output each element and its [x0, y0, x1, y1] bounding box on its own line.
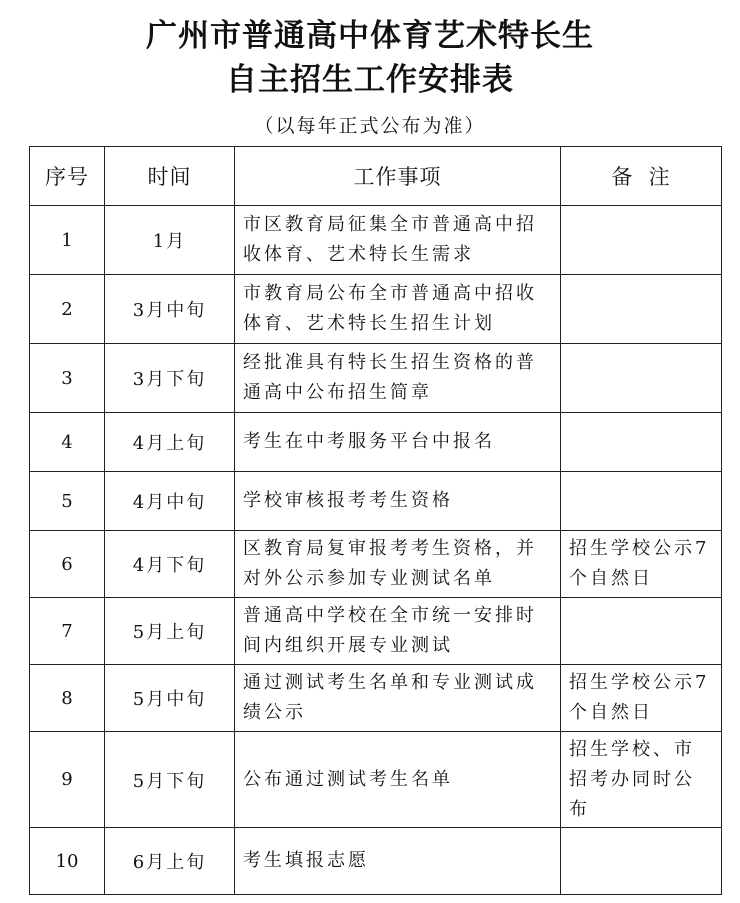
table-row	[30, 206, 722, 275]
row-time: 5月中旬	[105, 665, 235, 732]
row-task: 考生在中考服务平台中报名	[235, 413, 561, 472]
row-number: 4	[30, 413, 105, 472]
row-time: 4月下旬	[105, 531, 235, 598]
table-header-row	[30, 147, 722, 206]
row-time: 6月上旬	[105, 828, 235, 895]
row-note	[561, 828, 722, 895]
row-number: 5	[30, 472, 105, 531]
row-number: 9	[30, 732, 105, 828]
row-note: 招生学校公示7个自然日	[561, 531, 722, 598]
row-note	[561, 275, 722, 344]
row-time: 4月中旬	[105, 472, 235, 531]
header-item: 工作事项	[235, 147, 561, 206]
document-title-line1: 广州市普通高中体育艺术特长生	[146, 18, 594, 54]
row-number: 3	[30, 344, 105, 413]
row-task: 经批准具有特长生招生资格的普通高中公布招生简章	[235, 344, 561, 413]
table-row	[30, 598, 722, 665]
row-task: 考生填报志愿	[235, 828, 561, 895]
row-number: 8	[30, 665, 105, 732]
row-task: 普通高中学校在全市统一安排时间内组织开展专业测试	[235, 598, 561, 665]
row-number: 1	[30, 206, 105, 275]
table-row	[30, 344, 722, 413]
row-time: 3月下旬	[105, 344, 235, 413]
row-time: 1月	[105, 206, 235, 275]
table-body	[30, 206, 722, 895]
table-row	[30, 413, 722, 472]
row-number: 2	[30, 275, 105, 344]
row-time: 3月中旬	[105, 275, 235, 344]
row-task: 市区教育局征集全市普通高中招收体育、艺术特长生需求	[235, 206, 561, 275]
document-title-line2: 自主招生工作安排表	[226, 62, 514, 98]
row-task: 市教育局公布全市普通高中招收体育、艺术特长生招生计划	[235, 275, 561, 344]
document-subtitle: （以每年正式公布为准）	[254, 115, 486, 137]
row-task: 通过测试考生名单和专业测试成绩公示	[235, 665, 561, 732]
table-row	[30, 472, 722, 531]
row-note: 招生学校公示7个自然日	[561, 665, 722, 732]
table-row	[30, 275, 722, 344]
table-row	[30, 531, 722, 598]
row-note	[561, 413, 722, 472]
row-task: 公布通过测试考生名单	[235, 732, 561, 828]
row-note	[561, 598, 722, 665]
row-note	[561, 206, 722, 275]
row-number: 7	[30, 598, 105, 665]
row-time: 4月上旬	[105, 413, 235, 472]
header-time: 时间	[105, 147, 235, 206]
row-time: 5月下旬	[105, 732, 235, 828]
table-row	[30, 828, 722, 895]
row-number: 6	[30, 531, 105, 598]
row-note	[561, 472, 722, 531]
header-no: 序号	[30, 147, 105, 206]
row-task: 学校审核报考考生资格	[235, 472, 561, 531]
header-note: 备 注	[561, 147, 722, 206]
table-row	[30, 665, 722, 732]
row-task: 区教育局复审报考考生资格，并对外公示参加专业测试名单	[235, 531, 561, 598]
table-row	[30, 732, 722, 828]
row-time: 5月上旬	[105, 598, 235, 665]
row-number: 10	[30, 828, 105, 895]
row-note	[561, 344, 722, 413]
row-note: 招生学校、市招考办同时公布	[561, 732, 722, 828]
schedule-table	[29, 146, 722, 895]
